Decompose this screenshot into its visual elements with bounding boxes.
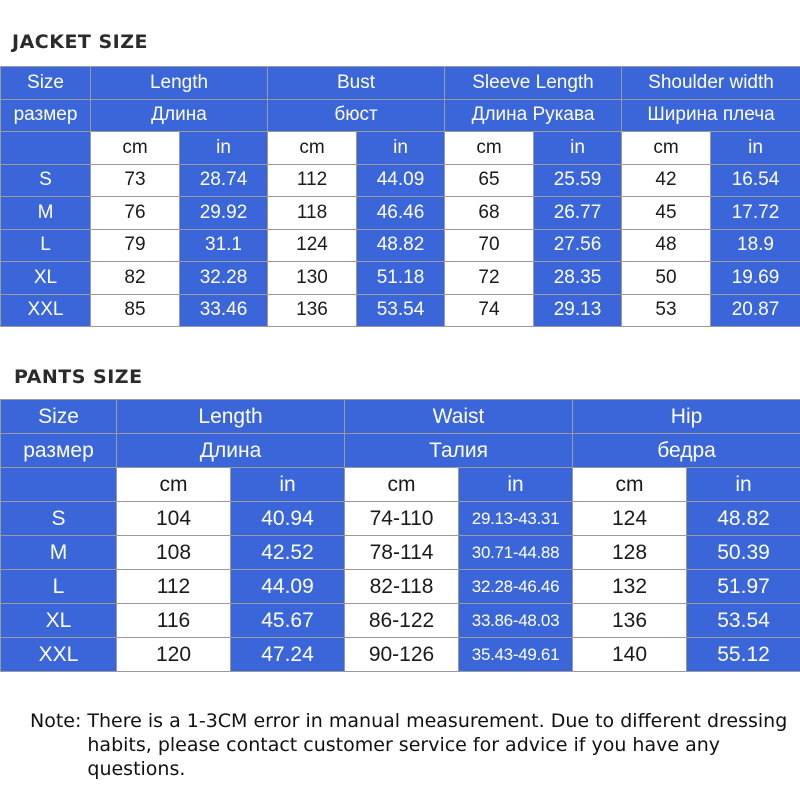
jacket-cell: 50 bbox=[622, 262, 711, 295]
jacket-cell: 68 bbox=[445, 197, 534, 230]
pants-cell: 112 bbox=[117, 570, 231, 604]
pants-cell: 82-118 bbox=[345, 570, 459, 604]
jacket-cell: 18.9 bbox=[711, 229, 800, 262]
jacket-cell: 48 bbox=[622, 229, 711, 262]
pants-unit-cell: in bbox=[687, 468, 800, 502]
pants-size-label: M bbox=[1, 536, 117, 570]
pants-cell: 44.09 bbox=[231, 570, 345, 604]
pants-cell: 132 bbox=[573, 570, 687, 604]
jacket-cell: 51.18 bbox=[357, 262, 445, 295]
jacket-header-ru-row bbox=[1, 99, 800, 132]
jacket-cell: 29.92 bbox=[180, 197, 268, 230]
jacket-units-blank bbox=[1, 132, 91, 165]
jacket-header-ru-size: размер bbox=[1, 99, 91, 132]
pants-cell: 116 bbox=[117, 604, 231, 638]
pants-size-label: XL bbox=[1, 604, 117, 638]
jacket-row-s bbox=[1, 164, 800, 197]
note-prefix: Note: bbox=[30, 710, 82, 732]
jacket-cell: 82 bbox=[91, 262, 180, 295]
pants-size-label: S bbox=[1, 502, 117, 536]
jacket-cell: 46.46 bbox=[357, 197, 445, 230]
jacket-unit-cell: cm bbox=[445, 132, 534, 165]
jacket-size-label: M bbox=[1, 197, 91, 230]
jacket-cell: 70 bbox=[445, 229, 534, 262]
pants-size-table bbox=[0, 399, 800, 672]
jacket-cell: 29.13 bbox=[534, 294, 622, 327]
jacket-cell: 72 bbox=[445, 262, 534, 295]
jacket-cell: 136 bbox=[268, 294, 357, 327]
jacket-cell: 53.54 bbox=[357, 294, 445, 327]
pants-header-ru-row bbox=[1, 434, 800, 468]
pants-cell: 35.43-49.61 bbox=[459, 638, 573, 672]
jacket-cell: 74 bbox=[445, 294, 534, 327]
jacket-cell: 112 bbox=[268, 164, 357, 197]
jacket-cell: 27.56 bbox=[534, 229, 622, 262]
pants-cell: 124 bbox=[573, 502, 687, 536]
pants-cell: 104 bbox=[117, 502, 231, 536]
pants-header-ru-waist: Талия bbox=[345, 434, 573, 468]
jacket-header-sleeve-length: Sleeve Length bbox=[445, 67, 622, 100]
pants-cell: 90-126 bbox=[345, 638, 459, 672]
pants-cell: 55.12 bbox=[687, 638, 800, 672]
pants-cell: 29.13-43.31 bbox=[459, 502, 573, 536]
jacket-row-l bbox=[1, 229, 800, 262]
jacket-cell: 32.28 bbox=[180, 262, 268, 295]
jacket-cell: 26.77 bbox=[534, 197, 622, 230]
jacket-size-label: XL bbox=[1, 262, 91, 295]
jacket-cell: 118 bbox=[268, 197, 357, 230]
jacket-row-xxl bbox=[1, 294, 800, 327]
pants-header-length: Length bbox=[117, 400, 345, 434]
jacket-cell: 28.35 bbox=[534, 262, 622, 295]
jacket-cell: 42 bbox=[622, 164, 711, 197]
pants-row-l bbox=[1, 570, 800, 604]
measurement-note bbox=[30, 709, 790, 781]
jacket-size-table bbox=[0, 66, 800, 327]
jacket-header-size: Size bbox=[1, 67, 91, 100]
jacket-cell: 33.46 bbox=[180, 294, 268, 327]
pants-cell: 42.52 bbox=[231, 536, 345, 570]
jacket-header-ru-shoulder-width: Ширина плеча bbox=[622, 99, 800, 132]
pants-cell: 45.67 bbox=[231, 604, 345, 638]
pants-cell: 32.28-46.46 bbox=[459, 570, 573, 604]
jacket-cell: 48.82 bbox=[357, 229, 445, 262]
jacket-cell: 53 bbox=[622, 294, 711, 327]
jacket-cell: 44.09 bbox=[357, 164, 445, 197]
pants-row-xl bbox=[1, 604, 800, 638]
jacket-unit-cell: cm bbox=[268, 132, 357, 165]
pants-header-waist: Waist bbox=[345, 400, 573, 434]
pants-cell: 128 bbox=[573, 536, 687, 570]
pants-cell: 33.86-48.03 bbox=[459, 604, 573, 638]
pants-cell: 50.39 bbox=[687, 536, 800, 570]
jacket-size-label: S bbox=[1, 164, 91, 197]
jacket-cell: 25.59 bbox=[534, 164, 622, 197]
pants-unit-cell: cm bbox=[345, 468, 459, 502]
pants-header-size: Size bbox=[1, 400, 117, 434]
pants-header-en-row bbox=[1, 400, 800, 434]
jacket-header-length: Length bbox=[91, 67, 268, 100]
jacket-header-ru-length: Длина bbox=[91, 99, 268, 132]
jacket-cell: 17.72 bbox=[711, 197, 800, 230]
pants-cell: 78-114 bbox=[345, 536, 459, 570]
pants-size-title: PANTS SIZE bbox=[14, 366, 143, 388]
pants-row-s bbox=[1, 502, 800, 536]
pants-cell: 120 bbox=[117, 638, 231, 672]
jacket-cell: 19.69 bbox=[711, 262, 800, 295]
jacket-unit-cell: cm bbox=[91, 132, 180, 165]
jacket-cell: 124 bbox=[268, 229, 357, 262]
jacket-cell: 73 bbox=[91, 164, 180, 197]
jacket-header-ru-sleeve-length: Длина Рукава bbox=[445, 99, 622, 132]
jacket-cell: 130 bbox=[268, 262, 357, 295]
pants-header-ru-length: Длина bbox=[117, 434, 345, 468]
jacket-size-title: JACKET SIZE bbox=[12, 31, 149, 53]
jacket-row-m bbox=[1, 197, 800, 230]
pants-cell: 140 bbox=[573, 638, 687, 672]
pants-cell: 74-110 bbox=[345, 502, 459, 536]
jacket-size-label: L bbox=[1, 229, 91, 262]
jacket-unit-cell: in bbox=[357, 132, 445, 165]
jacket-header-en-row bbox=[1, 67, 800, 100]
pants-unit-cell: cm bbox=[573, 468, 687, 502]
pants-header-ru-size: размер bbox=[1, 434, 117, 468]
jacket-row-xl bbox=[1, 262, 800, 295]
pants-unit-cell: in bbox=[231, 468, 345, 502]
jacket-unit-cell: in bbox=[711, 132, 800, 165]
pants-size-label: L bbox=[1, 570, 117, 604]
pants-cell: 136 bbox=[573, 604, 687, 638]
pants-units-row bbox=[1, 468, 800, 502]
pants-unit-cell: cm bbox=[117, 468, 231, 502]
pants-cell: 86-122 bbox=[345, 604, 459, 638]
pants-cell: 47.24 bbox=[231, 638, 345, 672]
pants-cell: 53.54 bbox=[687, 604, 800, 638]
jacket-header-ru-bust: бюст bbox=[268, 99, 445, 132]
pants-cell: 30.71-44.88 bbox=[459, 536, 573, 570]
jacket-cell: 28.74 bbox=[180, 164, 268, 197]
jacket-unit-cell: in bbox=[180, 132, 268, 165]
pants-cell: 51.97 bbox=[687, 570, 800, 604]
jacket-cell: 65 bbox=[445, 164, 534, 197]
jacket-unit-cell: cm bbox=[622, 132, 711, 165]
jacket-cell: 45 bbox=[622, 197, 711, 230]
pants-cell: 40.94 bbox=[231, 502, 345, 536]
jacket-cell: 85 bbox=[91, 294, 180, 327]
pants-cell: 108 bbox=[117, 536, 231, 570]
pants-row-xxl bbox=[1, 638, 800, 672]
jacket-size-label: XXL bbox=[1, 294, 91, 327]
jacket-cell: 31.1 bbox=[180, 229, 268, 262]
jacket-cell: 16.54 bbox=[711, 164, 800, 197]
jacket-header-shoulder-width: Shoulder width bbox=[622, 67, 800, 100]
jacket-units-row bbox=[1, 132, 800, 165]
pants-size-label: XXL bbox=[1, 638, 117, 672]
jacket-cell: 76 bbox=[91, 197, 180, 230]
jacket-header-bust: Bust bbox=[268, 67, 445, 100]
pants-unit-cell: in bbox=[459, 468, 573, 502]
pants-units-blank bbox=[1, 468, 117, 502]
jacket-cell: 20.87 bbox=[711, 294, 800, 327]
jacket-unit-cell: in bbox=[534, 132, 622, 165]
pants-header-ru-hip: бедра bbox=[573, 434, 800, 468]
note-text: There is a 1-3CM error in manual measurement. Due to different dressing habits, please contact customer service for advice if you have any questions. bbox=[87, 710, 788, 780]
pants-row-m bbox=[1, 536, 800, 570]
pants-cell: 48.82 bbox=[687, 502, 800, 536]
pants-header-hip: Hip bbox=[573, 400, 800, 434]
jacket-cell: 79 bbox=[91, 229, 180, 262]
